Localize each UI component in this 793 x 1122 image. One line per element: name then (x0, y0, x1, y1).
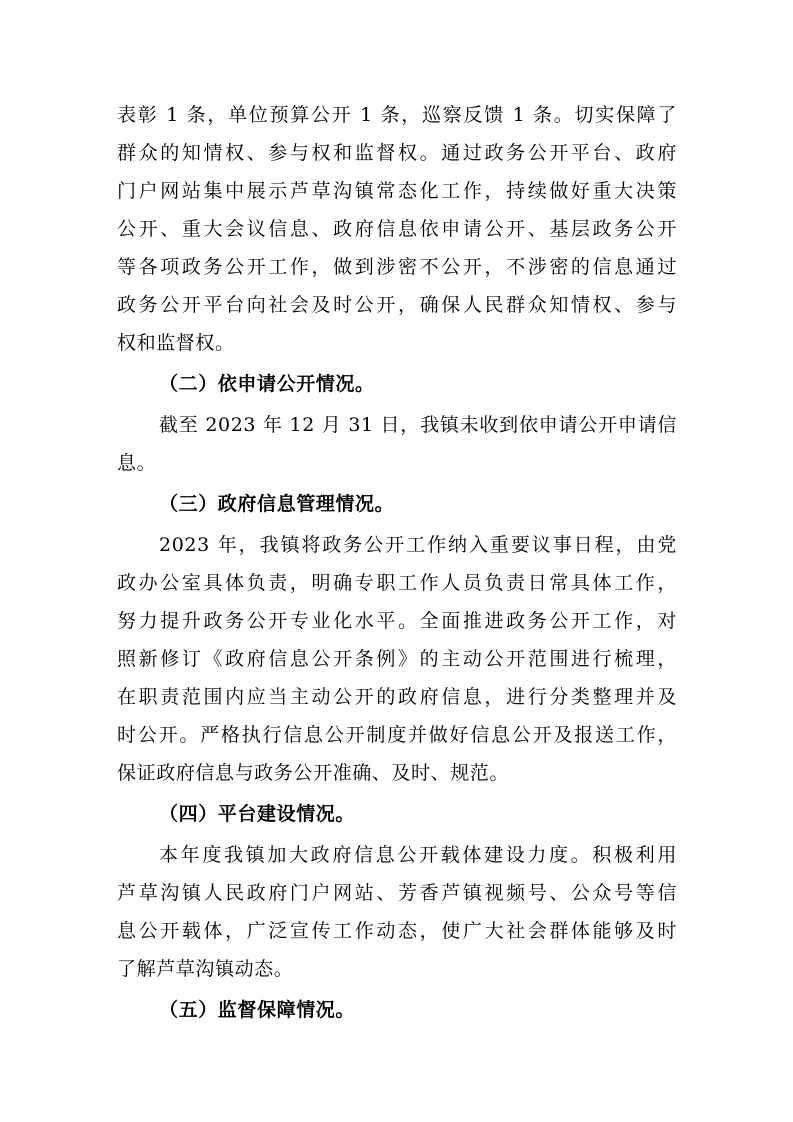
paragraph-line: 截至 2023 年 12 月 31 日，我镇未收到依申请公开申请信 (159, 414, 677, 436)
paragraph-line: 政务公开平台向社会及时公开，确保人民群众知情权、参与 (117, 294, 677, 316)
paragraph-line: 等各项政务公开工作，做到涉密不公开，不涉密的信息通过 (117, 256, 677, 278)
document-page (117, 96, 677, 1029)
paragraph-line: 表彰 1 条，单位预算公开 1 条，巡察反馈 1 条。切实保障了 (117, 104, 677, 126)
paragraph-platform-construction (117, 836, 677, 988)
paragraph-line: 息。 (117, 452, 157, 474)
paragraph-line: 公开、重大会议信息、政府信息依申请公开、基层政务公开 (117, 218, 677, 240)
paragraph-public-disclosure (117, 96, 677, 362)
paragraph-line: 群众的知情权、参与权和监督权。通过政务公开平台、政府 (117, 142, 677, 164)
section-heading-platform-construction: （四）平台建设情况。 (159, 803, 356, 825)
section-heading-supervision: （五）监督保障情况。 (159, 999, 356, 1021)
paragraph-line: 门户网站集中展示芦草沟镇常态化工作，持续做好重大决策 (117, 180, 677, 202)
paragraph-line: 在职责范围内应当主动公开的政府信息，进行分类整理并及 (117, 686, 677, 708)
paragraph-application-disclosure (117, 406, 677, 482)
paragraph-line: 芦草沟镇人民政府门户网站、芳香芦镇视频号、公众号等信 (117, 882, 677, 904)
paragraph-information-management (117, 526, 677, 792)
paragraph-line: 了解芦草沟镇动态。 (117, 958, 294, 980)
paragraph-line: 政办公室具体负责，明确专职工作人员负责日常具体工作， (117, 572, 677, 594)
paragraph-line: 照新修订《政府信息公开条例》的主动公开范围进行梳理， (117, 648, 677, 670)
paragraph-line: 息公开载体，广泛宣传工作动态，使广大社会群体能够及时 (117, 920, 677, 942)
paragraph-line: 本年度我镇加大政府信息公开载体建设力度。积极利用 (159, 844, 677, 866)
paragraph-line: 时公开。严格执行信息公开制度并做好信息公开及报送工作， (117, 724, 677, 746)
paragraph-line: 努力提升政务公开专业化水平。全面推进政务公开工作，对 (117, 610, 677, 632)
paragraph-line: 2023 年，我镇将政务公开工作纳入重要议事日程，由党 (159, 534, 677, 556)
section-heading-information-management: （三）政府信息管理情况。 (159, 493, 395, 515)
paragraph-line: 保证政府信息与政务公开准确、及时、规范。 (117, 762, 510, 784)
paragraph-line: 权和监督权。 (117, 332, 235, 354)
section-heading-application-disclosure: （二）依申请公开情况。 (159, 373, 375, 395)
